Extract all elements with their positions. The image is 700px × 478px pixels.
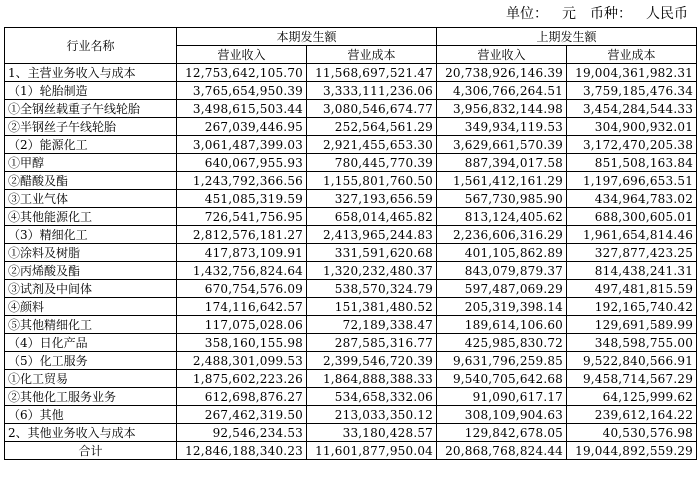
industry-name-cell: 合计 [5,442,177,460]
prior-revenue-cell: 2,236,606,316.29 [437,226,567,244]
current-revenue-cell: 12,753,642,105.70 [177,64,307,82]
prior-revenue-cell: 9,540,705,642.68 [437,370,567,388]
industry-name-cell: ②丙烯酸及酯 [5,262,177,280]
prior-cost-cell: 3,759,185,476.34 [567,82,697,100]
table-row [5,82,697,100]
prior-revenue-cell: 887,394,017.58 [437,154,567,172]
table-row [5,316,697,334]
table-row [5,280,697,298]
table-row [5,154,697,172]
prior-cost-cell: 9,522,840,566.91 [567,352,697,370]
current-cost-cell: 1,320,232,480.37 [307,262,437,280]
prior-cost-cell: 19,004,361,982.31 [567,64,697,82]
table-row [5,406,697,424]
prior-revenue-cell: 308,109,904.63 [437,406,567,424]
current-cost-cell: 331,591,620.68 [307,244,437,262]
prior-revenue-cell: 843,079,879.37 [437,262,567,280]
prior-revenue-cell: 20,868,768,824.44 [437,442,567,460]
industry-name-cell: ①甲醇 [5,154,177,172]
prior-cost-cell: 434,964,783.02 [567,190,697,208]
prior-revenue-cell: 129,842,678.05 [437,424,567,442]
prior-revenue-cell: 9,631,796,259.85 [437,352,567,370]
current-cost-cell: 538,570,324.79 [307,280,437,298]
prior-revenue-cell: 567,730,985.90 [437,190,567,208]
prior-cost-cell: 348,598,755.00 [567,334,697,352]
current-cost-cell: 11,568,697,521.47 [307,64,437,82]
current-revenue-cell: 267,462,319.50 [177,406,307,424]
table-row [5,208,697,226]
current-cost-cell: 534,658,332.06 [307,388,437,406]
prior-revenue-cell: 597,487,069.29 [437,280,567,298]
prior-revenue-cell: 189,614,106.60 [437,316,567,334]
current-revenue-cell: 2,488,301,099.53 [177,352,307,370]
industry-name-cell: ④其他能源化工 [5,208,177,226]
unit-value: 元 [562,6,576,22]
industry-name-cell: ②醋酸及酯 [5,172,177,190]
current-revenue-cell: 267,039,446.95 [177,118,307,136]
table-row [5,424,697,442]
prior-revenue-header: 营业收入 [437,46,567,64]
table-row [5,64,697,82]
industry-name-cell: ①全钢丝载重子午线轮胎 [5,100,177,118]
prior-revenue-cell: 425,985,830.72 [437,334,567,352]
prior-cost-cell: 19,044,892,559.29 [567,442,697,460]
industry-name-cell: ③试剂及中间体 [5,280,177,298]
prior-cost-cell: 64,125,999.62 [567,388,697,406]
current-revenue-cell: 3,498,615,503.44 [177,100,307,118]
industry-name-cell: 2、其他业务收入与成本 [5,424,177,442]
category-header: 行业名称 [5,28,177,64]
current-revenue-header: 营业收入 [177,46,307,64]
current-revenue-cell: 174,116,642.57 [177,298,307,316]
table-row [5,352,697,370]
prior-period-header: 上期发生额 [437,28,697,46]
prior-cost-cell: 327,877,423.25 [567,244,697,262]
industry-name-cell: ②半钢丝子午线轮胎 [5,118,177,136]
prior-cost-header: 营业成本 [567,46,697,64]
current-revenue-cell: 726,541,756.95 [177,208,307,226]
current-period-header: 本期发生额 [177,28,437,46]
table-row [5,334,697,352]
prior-cost-cell: 1,197,696,653.51 [567,172,697,190]
current-cost-header: 营业成本 [307,46,437,64]
industry-name-cell: ①涂料及树脂 [5,244,177,262]
current-revenue-cell: 2,812,576,181.27 [177,226,307,244]
industry-name-cell: ④颜料 [5,298,177,316]
table-row [5,388,697,406]
industry-name-cell: ②其他化工服务业务 [5,388,177,406]
current-revenue-cell: 1,432,756,824.64 [177,262,307,280]
header-row-top [5,28,697,46]
prior-cost-cell: 3,454,284,544.33 [567,100,697,118]
current-cost-cell: 3,080,546,674.77 [307,100,437,118]
unit-label: 单位： [506,6,548,22]
current-revenue-cell: 670,754,576.09 [177,280,307,298]
prior-cost-cell: 129,691,589.99 [567,316,697,334]
industry-name-cell: （3）精细化工 [5,226,177,244]
prior-revenue-cell: 3,956,832,144.98 [437,100,567,118]
current-cost-cell: 151,381,480.52 [307,298,437,316]
table-row [5,226,697,244]
current-revenue-cell: 358,160,155.98 [177,334,307,352]
prior-revenue-cell: 205,319,398.14 [437,298,567,316]
prior-revenue-cell: 91,090,617.17 [437,388,567,406]
prior-cost-cell: 192,165,740.42 [567,298,697,316]
prior-cost-cell: 40,530,576.98 [567,424,697,442]
current-revenue-cell: 12,846,188,340.23 [177,442,307,460]
prior-cost-cell: 851,508,163.84 [567,154,697,172]
prior-cost-cell: 1,961,654,814.46 [567,226,697,244]
current-revenue-cell: 640,067,955.93 [177,154,307,172]
current-cost-cell: 1,864,888,388.33 [307,370,437,388]
prior-cost-cell: 3,172,470,205.38 [567,136,697,154]
prior-cost-cell: 688,300,605.01 [567,208,697,226]
prior-revenue-cell: 1,561,412,161.29 [437,172,567,190]
current-cost-cell: 287,585,316.77 [307,334,437,352]
revenue-cost-table [4,27,697,460]
current-cost-cell: 3,333,111,236.06 [307,82,437,100]
industry-name-cell: ⑤其他精细化工 [5,316,177,334]
current-revenue-cell: 612,698,876.27 [177,388,307,406]
industry-name-cell: （4）日化产品 [5,334,177,352]
industry-name-cell: （5）化工服务 [5,352,177,370]
prior-cost-cell: 304,900,932.01 [567,118,697,136]
current-cost-cell: 72,189,338.47 [307,316,437,334]
table-row [5,136,697,154]
current-cost-cell: 33,180,428.57 [307,424,437,442]
table-row [5,190,697,208]
current-revenue-cell: 3,061,487,399.03 [177,136,307,154]
prior-revenue-cell: 20,738,926,146.39 [437,64,567,82]
current-cost-cell: 252,564,561.29 [307,118,437,136]
table-row [5,172,697,190]
table-row [5,244,697,262]
prior-cost-cell: 497,481,815.59 [567,280,697,298]
prior-revenue-cell: 401,105,862.89 [437,244,567,262]
prior-revenue-cell: 813,124,405.62 [437,208,567,226]
industry-name-cell: （2）能源化工 [5,136,177,154]
current-cost-cell: 2,413,965,244.83 [307,226,437,244]
current-cost-cell: 213,033,350.12 [307,406,437,424]
current-cost-cell: 2,399,546,720.39 [307,352,437,370]
table-row [5,100,697,118]
current-revenue-cell: 117,075,028.06 [177,316,307,334]
prior-cost-cell: 9,458,714,567.29 [567,370,697,388]
industry-name-cell: （6）其他 [5,406,177,424]
current-cost-cell: 11,601,877,950.04 [307,442,437,460]
industry-name-cell: 1、主营业务收入与成本 [5,64,177,82]
industry-name-cell: ③工业气体 [5,190,177,208]
prior-revenue-cell: 3,629,661,570.39 [437,136,567,154]
unit-currency-bar [506,4,688,24]
current-revenue-cell: 92,546,234.53 [177,424,307,442]
current-cost-cell: 658,014,465.82 [307,208,437,226]
prior-cost-cell: 814,438,241.31 [567,262,697,280]
currency-label: 币种： [590,6,632,22]
current-revenue-cell: 3,765,654,950.39 [177,82,307,100]
table-row [5,370,697,388]
industry-name-cell: ①化工贸易 [5,370,177,388]
prior-cost-cell: 239,612,164.22 [567,406,697,424]
current-revenue-cell: 451,085,319.59 [177,190,307,208]
table-row [5,262,697,280]
table-row [5,118,697,136]
industry-name-cell: （1）轮胎制造 [5,82,177,100]
table-row [5,298,697,316]
prior-revenue-cell: 4,306,766,264.51 [437,82,567,100]
current-cost-cell: 2,921,455,653.30 [307,136,437,154]
current-cost-cell: 780,445,770.39 [307,154,437,172]
table-body [5,64,697,460]
prior-revenue-cell: 349,934,119.53 [437,118,567,136]
currency-value: 人民币 [646,6,688,22]
current-cost-cell: 1,155,801,760.50 [307,172,437,190]
current-cost-cell: 327,193,656.59 [307,190,437,208]
current-revenue-cell: 1,243,792,366.56 [177,172,307,190]
current-revenue-cell: 417,873,109.91 [177,244,307,262]
total-row [5,442,697,460]
current-revenue-cell: 1,875,602,223.26 [177,370,307,388]
